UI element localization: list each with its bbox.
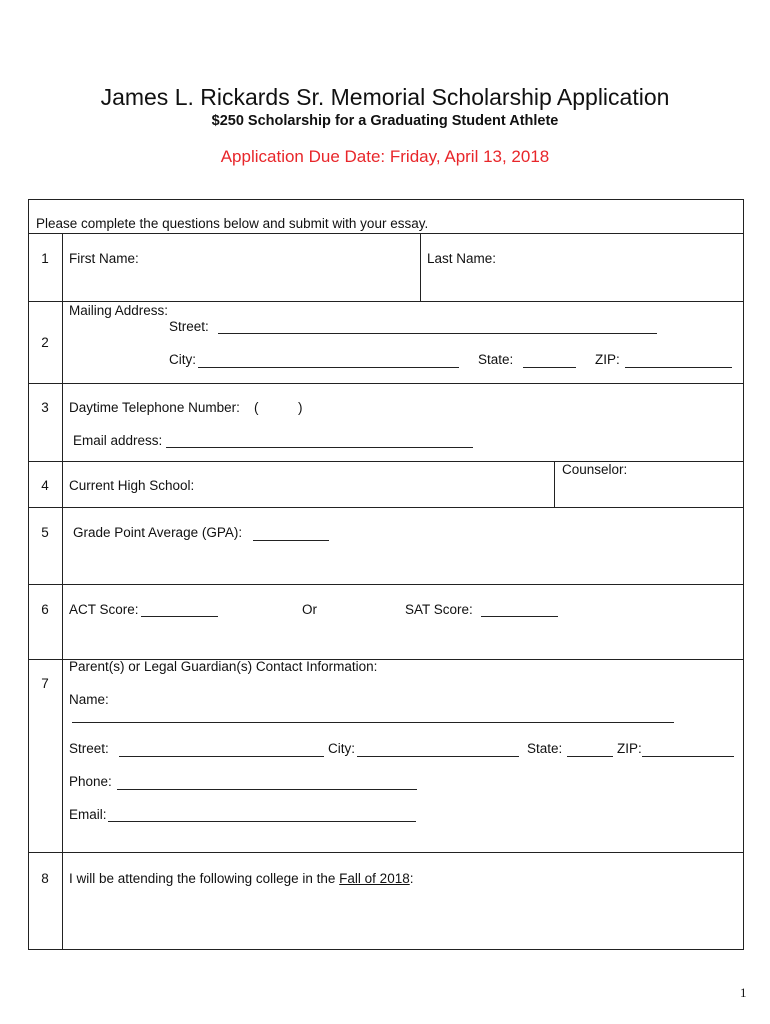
street-label: Street:: [169, 319, 209, 334]
zip-label: ZIP:: [595, 352, 620, 367]
phone-label: Daytime Telephone Number:: [69, 400, 240, 415]
divider: [28, 233, 744, 234]
guardian-zip-label: ZIP:: [617, 741, 642, 756]
divider: [28, 507, 744, 508]
guardian-phone-label: Phone:: [69, 774, 112, 789]
act-score-field[interactable]: [141, 616, 218, 617]
sat-score-label: SAT Score:: [405, 602, 473, 617]
due-date: Application Due Date: Friday, April 13, 2018: [220, 147, 550, 166]
college-suffix: :: [409, 871, 414, 886]
guardian-zip-field[interactable]: [642, 756, 734, 757]
guardian-email-field[interactable]: [108, 821, 416, 822]
name-column-divider: [420, 233, 421, 301]
mailing-address-label: Mailing Address:: [69, 303, 169, 318]
guardian-state-field[interactable]: [567, 756, 613, 757]
act-score-label: ACT Score:: [69, 602, 139, 617]
college-term: Fall of 2018: [339, 871, 410, 886]
street-field[interactable]: [218, 333, 657, 334]
high-school-label: Current High School:: [69, 478, 195, 493]
divider: [28, 301, 744, 302]
guardian-phone-field[interactable]: [117, 789, 417, 790]
subtitle: $250 Scholarship for a Graduating Student Athlete: [211, 113, 559, 129]
gpa-label: Grade Point Average (GPA):: [73, 525, 243, 540]
row-number: 7: [41, 676, 49, 691]
divider: [28, 461, 744, 462]
guardian-city-field[interactable]: [357, 756, 519, 757]
row-number: 3: [41, 400, 49, 415]
guardian-email-label: Email:: [69, 807, 107, 822]
state-label: State:: [478, 352, 514, 367]
phone-open-paren: (: [254, 400, 259, 415]
row-number: 5: [41, 525, 49, 540]
instructions: Please complete the questions below and submit with your essay.: [36, 216, 429, 231]
guardian-city-label: City:: [328, 741, 355, 756]
guardian-street-field[interactable]: [119, 756, 324, 757]
gpa-field[interactable]: [253, 540, 329, 541]
city-field[interactable]: [198, 367, 459, 368]
email-address-label: Email address:: [73, 433, 163, 448]
row-number: 8: [41, 871, 49, 886]
guardian-heading: Parent(s) or Legal Guardian(s) Contact Information:: [69, 659, 378, 674]
divider: [28, 852, 744, 853]
guardian-street-label: Street:: [69, 741, 109, 756]
counselor-label: Counselor:: [562, 462, 628, 477]
guardian-state-label: State:: [527, 741, 563, 756]
sat-score-field[interactable]: [481, 616, 558, 617]
divider: [28, 584, 744, 585]
email-address-field[interactable]: [166, 447, 473, 448]
college-statement: [69, 871, 413, 886]
last-name-label: Last Name:: [427, 251, 497, 266]
counselor-column-divider: [554, 461, 555, 507]
row-number: 1: [41, 251, 49, 266]
page-number: 1: [740, 985, 747, 1000]
row-number: 6: [41, 602, 49, 617]
phone-close-paren: ): [298, 400, 303, 415]
guardian-name-field[interactable]: [72, 722, 674, 723]
or-label: Or: [302, 602, 317, 617]
divider: [28, 383, 744, 384]
guardian-name-label: Name:: [69, 692, 109, 707]
zip-field[interactable]: [625, 367, 732, 368]
college-prefix: I will be attending the following college in the: [69, 871, 340, 886]
row-number: 4: [41, 478, 49, 493]
number-column-divider: [62, 233, 63, 950]
state-field[interactable]: [523, 367, 576, 368]
page-title: James L. Rickards Sr. Memorial Scholarship Application: [100, 84, 670, 110]
city-label: City:: [169, 352, 196, 367]
row-number: 2: [41, 335, 49, 350]
first-name-label: First Name:: [69, 251, 139, 266]
